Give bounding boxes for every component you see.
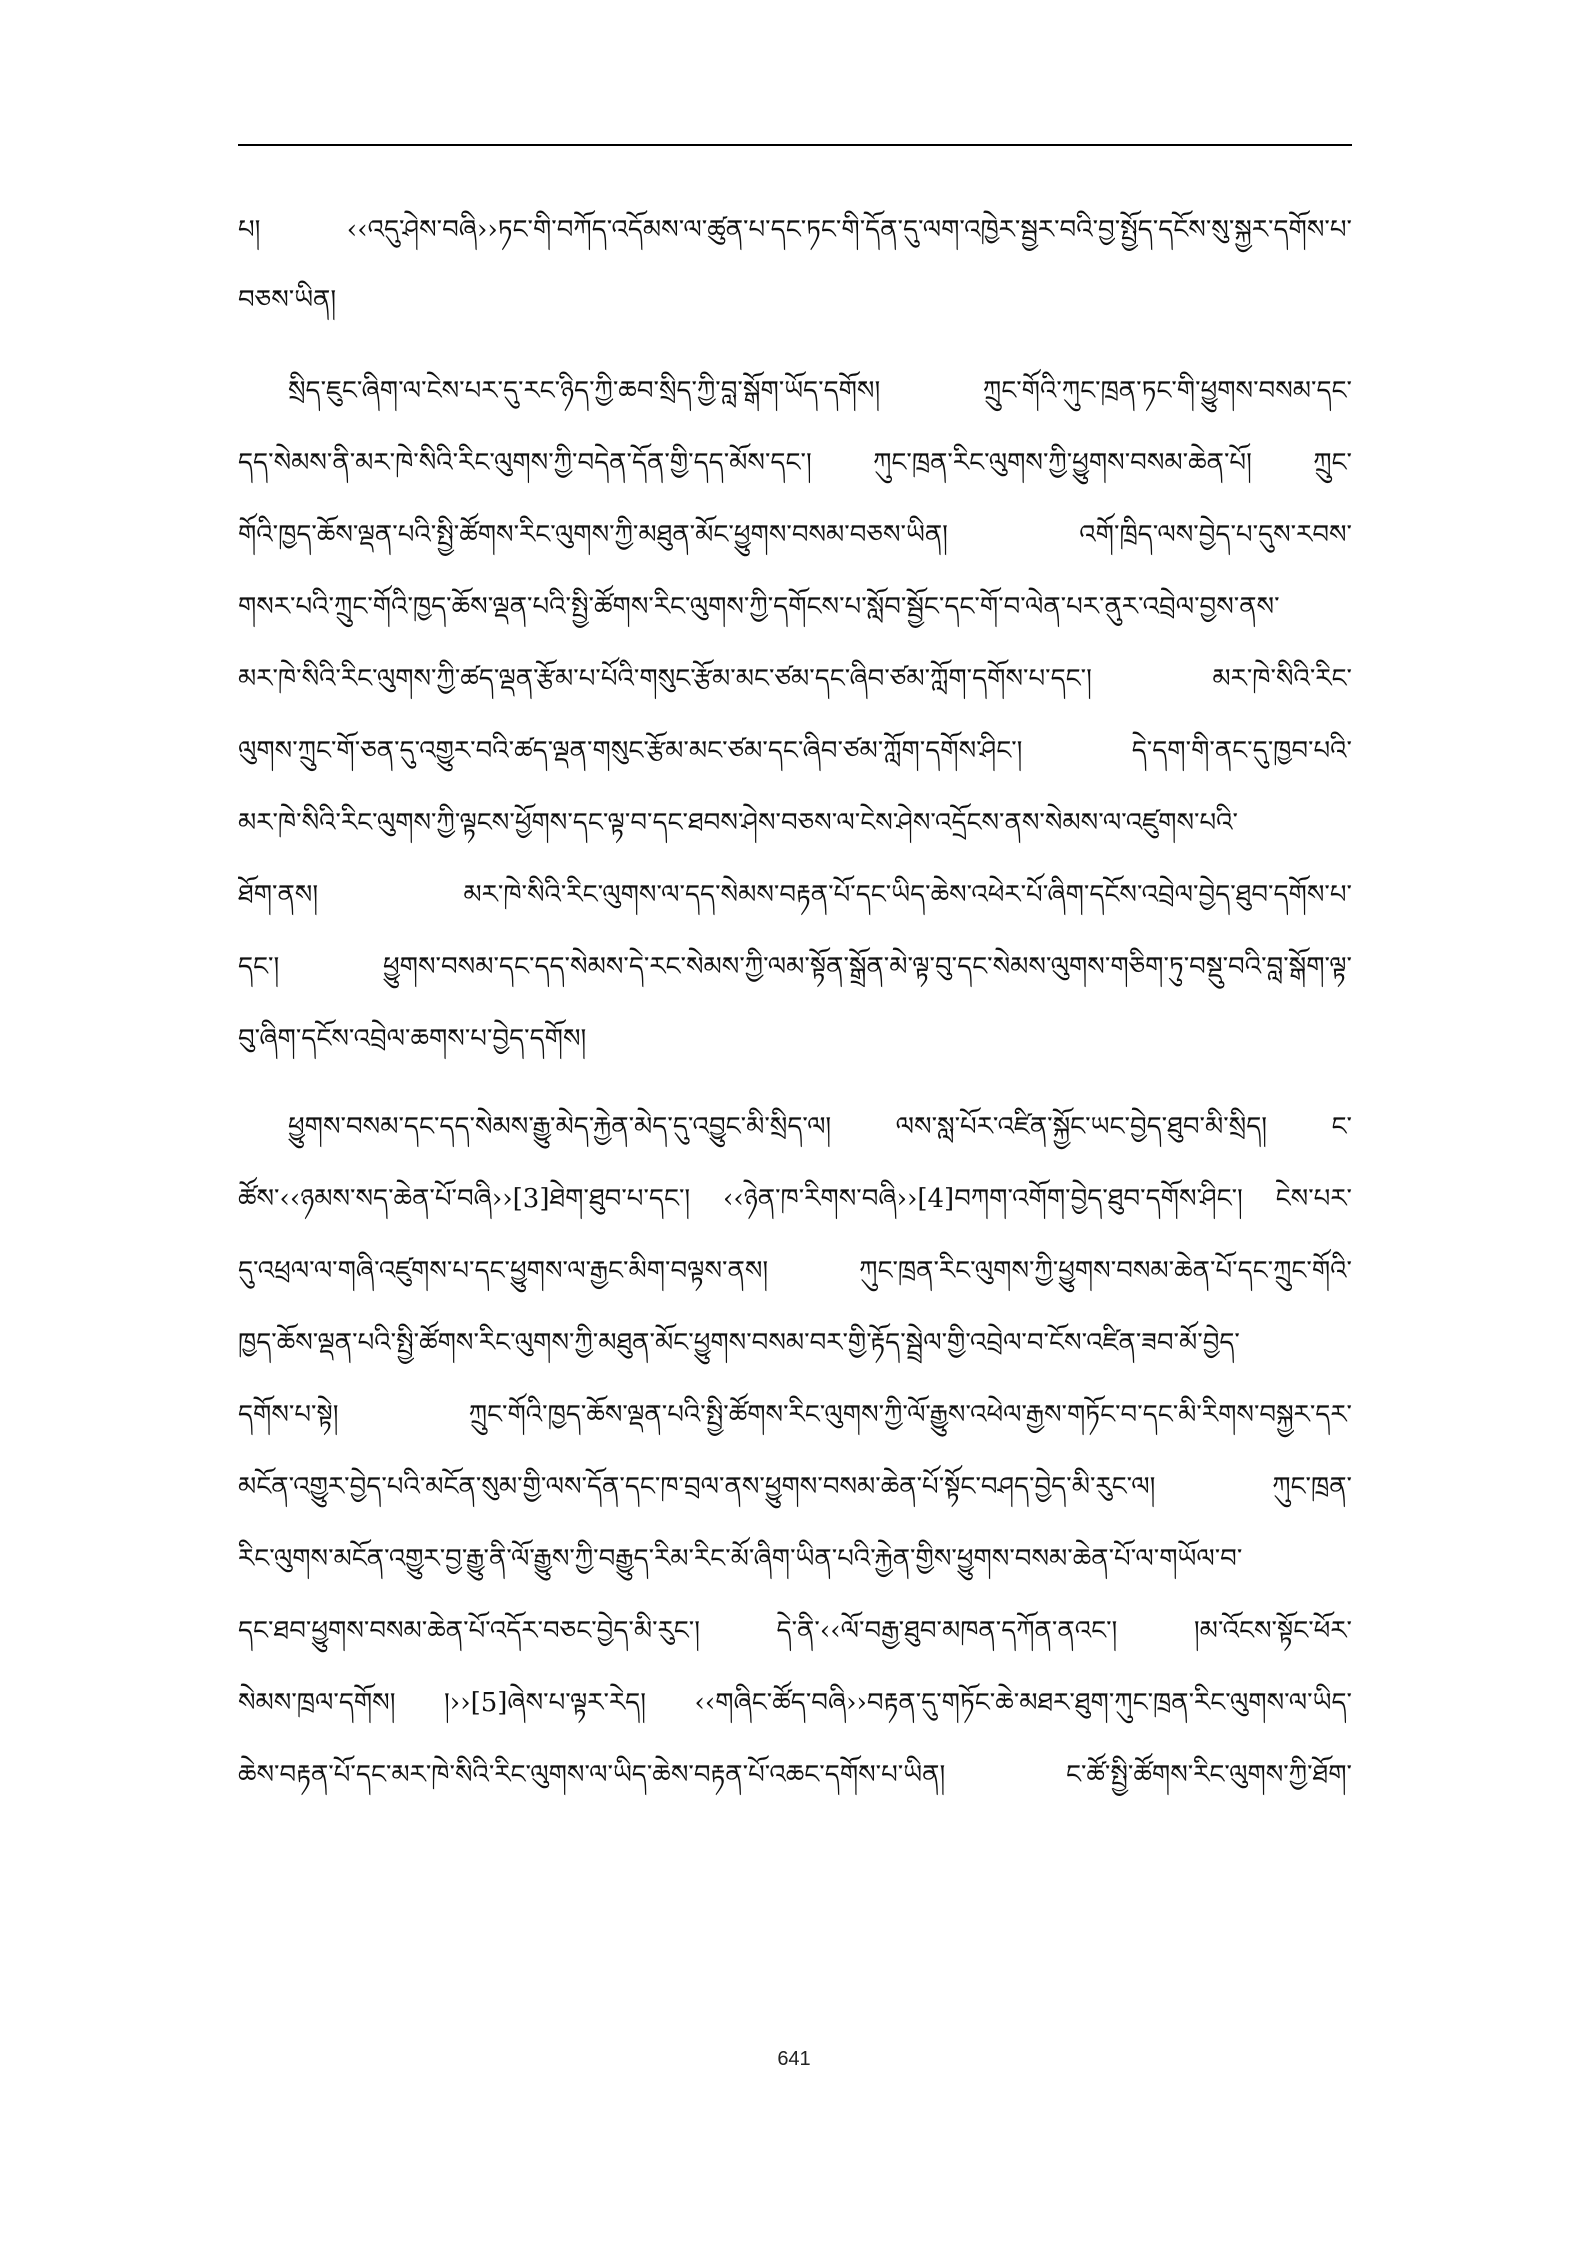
text-line: མངོན་འགྱུར་བྱེད་པའི་མངོན་སུམ་གྱི་ལས་དོན་དང་ཁ་བྲལ་ནས་ཕྱུགས་བསམ་ཆེན་པོ་སྟོང་བཤད་བྱེད་མི་རུང་ལ། ཀུང་ཁྲན་ — [238, 1472, 1352, 1502]
text-line: བཅས་ཡིན། — [238, 285, 337, 315]
text-line: ཚོས་‹‹ཉམས་སད་ཆེན་པོ་བཞི››[3]ཐེག་ཐུབ་པ་དང་། ‹‹ཉེན་ཁ་རིགས་བཞི››[4]བཀག་འགོག་བྱེད་ཐུབ་དགོས་ཤིང་། ངེས་པར་ — [238, 1184, 1352, 1214]
text-line: པ། ‹‹འདུ་ཤེས་བཞི››ཏང་གི་བཀོད་འདོམས་ལ་ཚུན་པ་དང་ཏང་གི་དོན་དུ་ལག་འཁྱེར་སྦྱར་བའི་བྱ་སྤྱོད་དངོས་སུ་སྐྱར་དགོས་པ་ — [238, 215, 1352, 245]
page-number: 641 — [777, 2048, 811, 2070]
text-line: དགོས་པ་སྟེ། ཀྲུང་གོའི་ཁྱད་ཆོས་ལྡན་པའི་སྤྱི་ཚོགས་རིང་ལུགས་ཀྱི་ལོ་རྒྱུས་འཕེལ་རྒྱས་གཏོང་བ་དང་མི་རིགས་བསྐྱར་དར་ — [238, 1400, 1352, 1430]
text-line: དུ་འཕྲལ་ལ་གཞི་འཛུགས་པ་དང་ཕྱུགས་ལ་རྒྱང་མིག་བལྟས་ནས། ཀུང་ཁྲན་རིང་ལུགས་ཀྱི་ཕྱུགས་བསམ་ཆེན་པོ་དང་ཀྲུང་གོའི་ — [238, 1256, 1352, 1286]
text-line: དང་ཐབ་ཕྱུགས་བསམ་ཆེན་པོ་འདོར་བཅང་བྱེད་མི་རུང་། དེ་ནི་‹‹ལོ་བརྒྱ་ཐུབ་མཁན་དཀོན་ནའང་། །མ་འོངས་སྟོང་ཕོར་ — [238, 1616, 1352, 1646]
text-line: ལུགས་ཀྲུང་གོ་ཅན་དུ་འགྱུར་བའི་ཚད་ལྡན་གསུང་རྩོམ་མང་ཙམ་དང་ཞིབ་ཙམ་ཀློག་དགོས་ཤིང་། དེ་དག་གི་ནང་དུ་ཁྱབ་པའི་ — [238, 736, 1352, 766]
text-line: མར་ཁེ་སིའི་རིང་ལུགས་ཀྱི་ཚད་ལྡན་རྩོམ་པ་པོའི་གསུང་རྩོམ་མང་ཙམ་དང་ཞིབ་ཙམ་ཀློག་དགོས་པ་དང་། མར་ཁེ་སིའི་རིང་ — [238, 664, 1352, 694]
text-line: གསར་པའི་ཀྲུང་གོའི་ཁྱད་ཆོས་ལྡན་པའི་སྤྱི་ཚོགས་རིང་ལུགས་ཀྱི་དགོངས་པ་སློབ་སྦྱོང་དང་གོ་བ་ལེན་པར་ནུར་འབྲེལ་བྱས་ནས་ — [238, 592, 1280, 622]
text-line: དད་སེམས་ནི་མར་ཁེ་སིའི་རིང་ལུགས་ཀྱི་བདེན་དོན་གྱི་དད་མོས་དང་། ཀུང་ཁྲན་རིང་ལུགས་ཀྱི་ཕྱུགས་བསམ་ཆེན་པོ། ཀྲུང་ — [238, 448, 1352, 478]
text-line: སྲིད་ཇུང་ཞིག་ལ་ངེས་པར་དུ་རང་ཉིད་ཀྱི་ཆབ་སྲིད་ཀྱི་བླ་སྒོག་ཡོད་དགོས། ཀྲུང་གོའི་ཀུང་ཁྲན་ཏང་གི་ཕྱུགས་བསམ་དང་ — [288, 376, 1352, 406]
text-line: མར་ཁེ་སིའི་རིང་ལུགས་ཀྱི་ལྟངས་ཕྱོགས་དང་ལྟ་བ་དང་ཐབས་ཤེས་བཅས་ལ་ངེས་ཤེས་འདྲོངས་ནས་སེམས་ལ་འཛུགས་པའི་ — [238, 808, 1238, 838]
text-line: ཐོག་ནས། མར་ཁེ་སིའི་རིང་ལུགས་ལ་དད་སེམས་བརྟན་པོ་དང་ཡིད་ཆེས་འཕེར་པོ་ཞིག་དངོས་འབྲེལ་བྱེད་ཐུབ་དགོས་པ་ — [238, 880, 1352, 910]
text-line: སེམས་ཁྲལ་དགོས། །››[5]ཞེས་པ་ལྟར་རེད། ‹‹གཞིང་ཚོད་བཞི››བརྟན་དུ་གཏོང་ཆེ་མཐར་ཐུག་ཀུང་ཁྲན་རིང་ལུགས་ལ་ཡིད་ — [238, 1688, 1352, 1718]
text-line: ཆེས་བརྟན་པོ་དང་མར་ཁེ་སིའི་རིང་ལུགས་ལ་ཡིད་ཆེས་བརྟན་པོ་འཆང་དགོས་པ་ཡིན། ང་ཚོ་སྤྱི་ཚོགས་རིང་ལུགས་ཀྱི་ཐོག་ — [238, 1760, 1352, 1790]
text-line: ཁྱད་ཆོས་ལྡན་པའི་སྤྱི་ཚོགས་རིང་ལུགས་ཀྱི་མཐུན་མོང་ཕྱུགས་བསམ་བར་གྱི་རྟོད་སྦྲེལ་གྱི་འབྲེལ་བ་ངོས་འཛིན་ཟབ་མོ་བྱེད་ — [238, 1328, 1240, 1358]
text-line: ཕྱུགས་བསམ་དང་དད་སེམས་རྒྱུ་མེད་རྐྱེན་མེད་དུ་འབྱུང་མི་སྲིད་ལ། ལས་སླ་པོར་འཛིན་སྐྱོང་ཡང་བྱེད་ཐུབ་མི་སྲིད། ང་ — [288, 1112, 1352, 1142]
text-line: བུ་ཞིག་དངོས་འབྲེལ་ཆགས་པ་བྱེད་དགོས། — [238, 1024, 587, 1054]
text-line: རིང་ལུགས་མངོན་འགྱུར་བྱ་རྒྱུ་ནི་ལོ་རྒྱུས་ཀྱི་བརྒྱུད་རིམ་རིང་མོ་ཞིག་ཡིན་པའི་རྐྱེན་གྱིས་ཕྱུགས་བསམ་ཆེན་པོ་ལ་གཡོལ་བ་ — [238, 1544, 1243, 1574]
header-rule — [238, 144, 1352, 146]
text-line: དང་། ཕྱུགས་བསམ་དང་དད་སེམས་དེ་རང་སེམས་ཀྱི་ལམ་སྟོན་སྒྲོན་མེ་ལྟ་བུ་དང་སེམས་ལུགས་གཅིག་ཏུ་བསྡུ་བའི་བླ་སྒོག་ལྟ་ — [238, 952, 1352, 982]
text-line: གོའི་ཁྱད་ཆོས་ལྡན་པའི་སྤྱི་ཚོགས་རིང་ལུགས་ཀྱི་མཐུན་མོང་ཕྱུགས་བསམ་བཅས་ཡིན། འགོ་ཁྲིད་ལས་བྱེད་པ་དུས་རབས་ — [238, 520, 1352, 550]
